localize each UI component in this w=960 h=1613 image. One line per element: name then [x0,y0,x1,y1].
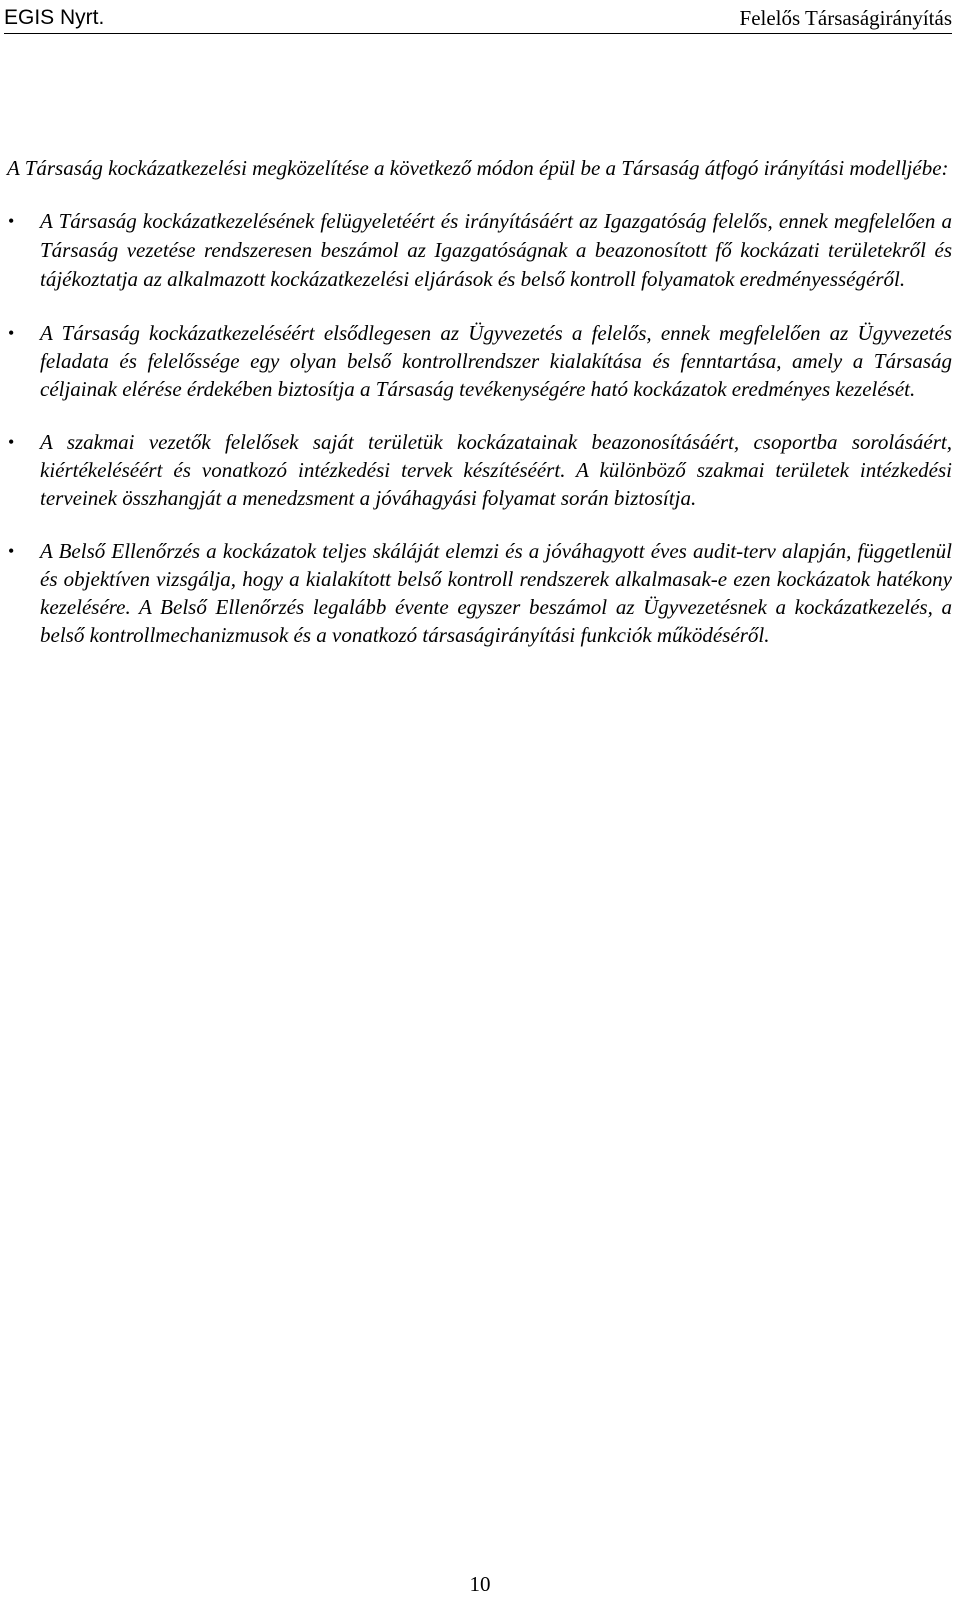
list-item-text: A Belső Ellenőrzés a kockázatok teljes skáláját elemzi és a jóváhagyott éves audit-terv alapján, függetlenül és objektíven vizsgálja, hogy a kialakított belső kontroll rendszerek alkalmasak-e ezen kockázatok hatékony kezelésére. A Belső Ellenőrzés legalább évente egyszer beszámol az Ügyvezetésnek a kockázatkezelés, a belső kontrollmechanizmusok és a vonatkozó társaságirányítási funkciók működéséről. [40,539,952,647]
header-section-title: Felelős Társaságirányítás [739,6,952,30]
list-item-text: A Társaság kockázatkezelésének felügyeletéért és irányításáért az Igazgatóság felelős, ennek megfelelően a Társaság vezetése rendszeresen beszámol az Igazgatóságnak a beazonosított fő kockázati területekről és tájékoztatja az alkalmazott kockázatkezelési eljárások és belső kontroll folyamatok eredményességéről. [40,209,952,291]
list-item-text: A szakmai vezetők felelősek saját területük kockázatainak beazonosításáért, csoportba sorolásáért, kiértékeléséért és vonatkozó intézkedési tervek készítéséért. A különböző szakmai területek intézkedési terveinek összhangját a menedzsment a jóváhagyási folyamat során biztosítja. [40,430,952,510]
bullet-icon: • [8,432,15,452]
list-item [7,319,952,403]
list-item-text: A Társaság kockázatkezeléséért elsődlegesen az Ügyvezetés a felelős, ennek megfelelően az Ügyvezetés feladata és felelőssége egy olyan belső kontrollrendszer kialakítása és fenntartása, amely a Társaság céljainak elérése érdekében biztosítja a Társaság tevékenységére ható kockázatok eredményes kezelését. [40,321,952,401]
risk-management-list [7,207,952,649]
bullet-icon: • [8,323,15,343]
header-company-name: EGIS Nyrt. [4,6,105,29]
document-body [7,154,952,674]
page-header [4,3,952,34]
list-item [7,428,952,512]
bullet-icon: • [8,541,15,561]
page-number: 10 [469,1572,491,1596]
intro-paragraph: A Társaság kockázatkezelési megközelítése a következő módon épül be a Társaság átfogó irányítási modelljébe: [7,156,949,180]
list-item [7,207,952,294]
bullet-icon: • [8,211,15,231]
list-item [7,537,952,649]
